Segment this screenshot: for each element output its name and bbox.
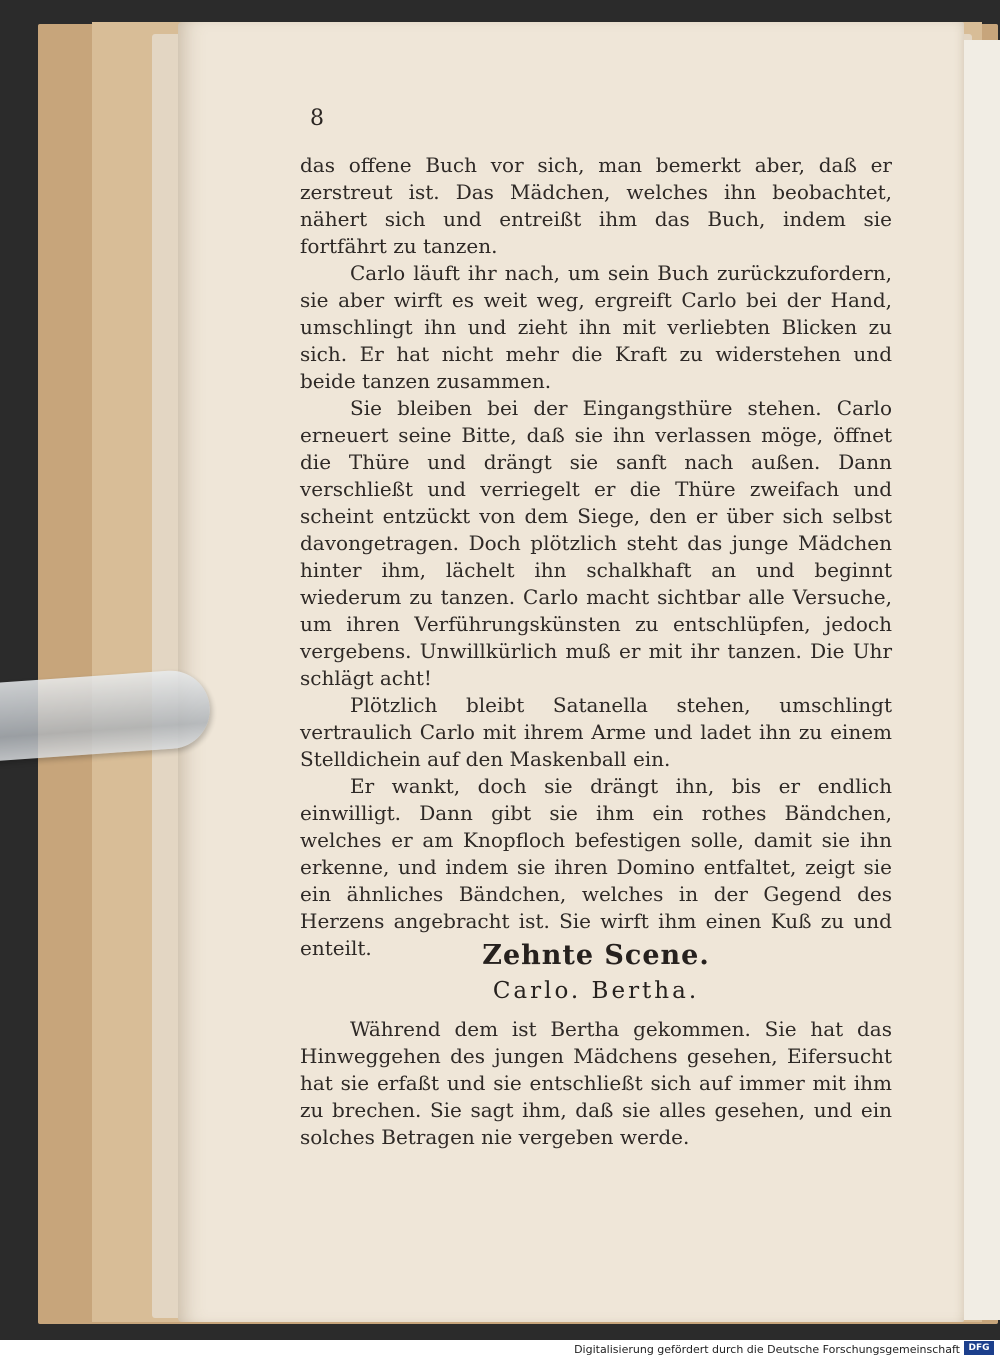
paragraph: Sie bleiben bei der Eingangsthüre stehen. Carlo erneuert seine Bitte, daß sie ihn verlassen möge, öffnet die Thüre und drängt sie sanft nach außen. Dann verschließt und verriegelt er die Thüre zweifach und scheint entzückt von dem Siege, den er über sich selbst davongetragen. Doch plötzlich steht das junge Mädchen hinter ihm, lächelt ihn schalkhaft an und beginnt wiederum zu tanzen. Carlo macht sichtbar alle Versuche, um ihren Verführungskünsten zu entschlüpfen, jedoch vergebens. Unwillkürlich muß er mit ihr tanzen. Die Uhr schlägt acht! [300, 396, 892, 690]
scene-body-text [300, 1016, 892, 1151]
page-number: 8 [310, 106, 324, 131]
dfg-logo-icon: DFG [964, 1341, 994, 1355]
body-text [300, 152, 892, 962]
footer-credit: Digitalisierung gefördert durch die Deutsche Forschungsgemeinschaft [574, 1343, 960, 1356]
paragraph: das offene Buch vor sich, man bemerkt aber, daß er zerstreut ist. Das Mädchen, welches ihn beobachtet, nähert sich und entreißt ihm das Buch, indem sie fortfährt zu tanzen. [300, 153, 892, 258]
paragraph: Während dem ist Bertha gekommen. Sie hat das Hinweggehen des jungen Mädchens gesehen, Eifersucht hat sie erfaßt und sie entschließt sich auf immer mit ihm zu brechen. Sie sagt ihm, daß sie alles gesehen, und ein solches Betragen nie vergeben werde. [300, 1017, 892, 1149]
scene-characters: Carlo. Bertha. [492, 978, 700, 1004]
paragraph: Er wankt, doch sie drängt ihn, bis er endlich einwilligt. Dann gibt sie ihm ein rothes Bändchen, welches er am Knopfloch befestigen solle, damit sie ihn erkenne, und indem sie ihren Domino entfaltet, zeigt sie ein ähnliches Bändchen, welches in der Gegend des Herzens angebracht ist. Sie wirft ihm einen Kuß zu und enteilt. [300, 774, 892, 960]
facing-page-edge [962, 40, 1000, 1320]
paragraph: Plötzlich bleibt Satanella stehen, umschlingt vertraulich Carlo mit ihrem Arme und ladet ihn zu einem Stelldichein auf den Maskenball ein. [300, 693, 892, 771]
scene-heading: Zehnte Scene. [482, 940, 710, 971]
paragraph: Carlo läuft ihr nach, um sein Buch zurückzufordern, sie aber wirft es weit weg, ergreift Carlo bei der Hand, umschlingt ihn und zieht ihn mit verliebten Blicken zu sich. Er hat nicht mehr die Kraft zu widerstehen und beide tanzen zusammen. [300, 261, 892, 393]
